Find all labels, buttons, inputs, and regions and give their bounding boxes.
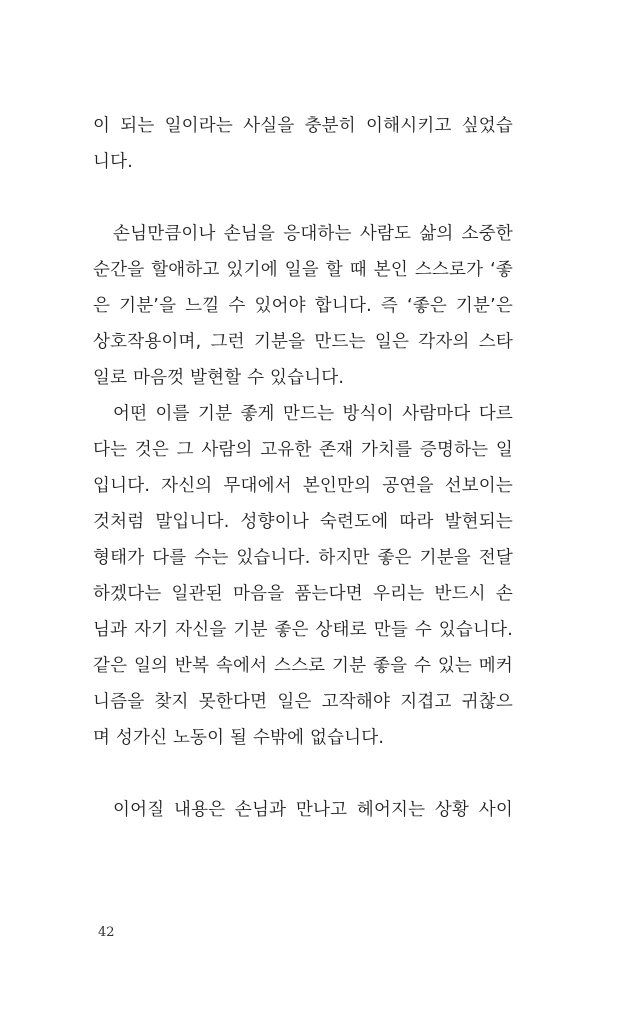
text-line: 순간을 할애하고 있기에 일을 할 때 본인 스스로가 ‘좋 — [93, 260, 513, 280]
text-line: 이어질 내용은 손님과 만나고 헤어지는 상황 사이 — [113, 800, 513, 820]
text-line: 님과 자기 자신을 기분 좋은 상태로 만들 수 있습니다. — [93, 620, 513, 640]
text-line: 며 성가신 노동이 될 수밖에 없습니다. — [93, 728, 385, 748]
text-line: 니다. — [93, 152, 133, 172]
text-line: 같은 일의 반복 속에서 스스로 기분 좋을 수 있는 메커 — [93, 656, 513, 676]
text-line: 어떤 이를 기분 좋게 만드는 방식이 사람마다 다르 — [113, 404, 513, 424]
page-number: 42 — [98, 925, 115, 940]
text-line: 상호작용이며, 그런 기분을 만드는 일은 각자의 스타 — [93, 332, 513, 352]
text-line: 형태가 다를 수는 있습니다. 하지만 좋은 기분을 전달 — [93, 548, 513, 568]
text-line: 손님만큼이나 손님을 응대하는 사람도 삶의 소중한 — [113, 224, 513, 244]
text-line: 하겠다는 일관된 마음을 품는다면 우리는 반드시 손 — [93, 584, 513, 604]
text-line: 다는 것은 그 사람의 고유한 존재 가치를 증명하는 일 — [93, 440, 513, 460]
text-line: 이 되는 일이라는 사실을 충분히 이해시키고 싶었습 — [93, 116, 513, 136]
text-line: 것처럼 말입니다. 성향이나 숙련도에 따라 발현되는 — [93, 512, 513, 532]
text-line: 은 기분’을 느낄 수 있어야 합니다. 즉 ‘좋은 기분’은 — [93, 296, 513, 316]
text-line: 니즘을 찾지 못한다면 일은 고작해야 지겹고 귀찮으 — [93, 692, 513, 712]
text-line: 일로 마음껏 발현할 수 있습니다. — [93, 368, 345, 388]
text-line: 입니다. 자신의 무대에서 본인만의 공연을 선보이는 — [93, 476, 513, 496]
